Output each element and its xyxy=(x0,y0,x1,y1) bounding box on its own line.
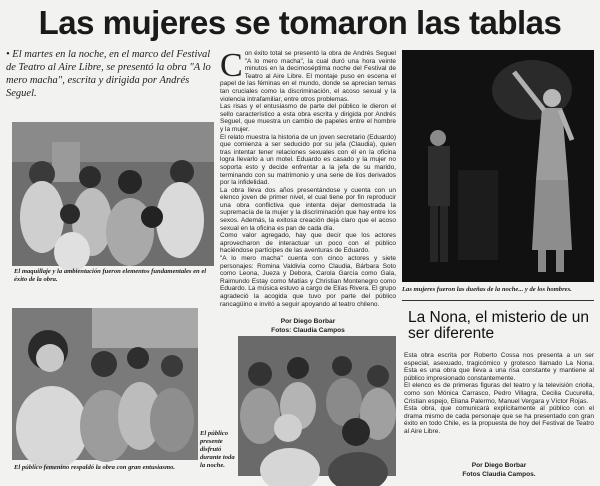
dropcap: C xyxy=(220,47,243,84)
sidebar-paragraph: Esta obra, que comunicará explícitamente al público con el drama mismo de cada personaje que se ha presentado con gran éxito en todo Chile, es la propuesta de hoy del Festival de Teatro al Aire Libre. xyxy=(404,405,594,435)
article-paragraph: Las risas y el entusiasmo de parte del público le dieron el sello característico a esta obra escrita y dirigida por Andrés Seguel, que muestra un cambio de papeles entre el hombre y la mujer. xyxy=(220,103,396,133)
caption-makeup: El maquillaje y la ambientación fueron elementos fundamentales en el éxito de la obra. xyxy=(14,268,207,283)
article-credit-photos: Fotos: Claudia Campos xyxy=(271,327,345,334)
lead-paragraph: • El martes en la noche, en el marco del Festival de Teatro al Aire Libre, se presentó la obra "A lo mero macha", escrita y dirigida por Andrés Seguel. xyxy=(6,49,211,99)
article-paragraph: "A lo mero macha" cuenta con cinco actores y siete personajes: Romina Valdivia como Claudia, Bárbara Soto como Leona, Jueza y Debora, Carola García como Gala, Raimundo Estay como Matías y Christian Montenegro como Eduardo. La música estuvo a cargo de Elías Rivera. El grupo agradeció la acogida que tuvo por parte del público rancagüino e invitó a seguir apoyando al teatro chileno. xyxy=(220,255,396,308)
article-paragraph: Como valor agregado, hay que decir que los actores aprovecharon de interactuar un poco con el público haciéndose partícipes de las aventuras de Eduardo. xyxy=(220,232,396,255)
sidebar-divider xyxy=(402,300,594,301)
stage-photo xyxy=(402,50,594,282)
audience-crowd-photo xyxy=(238,336,396,476)
sidebar-paragraph: El elenco es de primeras figuras del teatro y la televisión criolla, como son Mónica Carrasco, Pedro Villagra, Cecilia Cucurella, Cristian espejo, Eliana Palermo, Manuel Vergara y Víctor Rojas. xyxy=(404,382,594,405)
makeup-photo xyxy=(12,122,214,266)
sidebar-credit-photos: Fotos Claudia Campos. xyxy=(462,471,536,478)
sidebar-credit-author: Por Diego Borbar xyxy=(471,462,527,469)
audience-women-photo xyxy=(12,308,198,460)
caption-stage: Las mujeres fueron las dueñas de la noche... y de los hombres. xyxy=(402,286,572,293)
sidebar-body xyxy=(404,352,594,464)
caption-audience-women: El público femenino respaldó la obra con gran entusiasmo. xyxy=(14,464,176,471)
article-credit-author: Por Diego Borbar xyxy=(280,318,336,325)
article-paragraph: El relato muestra la historia de un joven secretario (Eduardo) que comienza a ser seducido por su jefa (Claudia), quien tras intentar tener relaciones sexuales con él en la oficina logra llevarlo a un motel. Eduardo es casado y la mujer no soporta esto y decide enfrentar a la jefa de su marido, terminando con su matrimonio y una serie de líos derivados por la infidelidad. xyxy=(220,133,396,187)
sidebar-title: La Nona, el misterio de un ser diferente xyxy=(408,309,589,342)
article-paragraph: La obra lleva dos años presentándose y cuenta con un elenco joven de primer nivel, el cual tiene por fin reproducir una obra conflictiva que intenta dejar demostrada la supremacía de la mujer y la discriminación que hay entre los sexos. Además, la exitosa creación deja claro que el acoso sexual en la oficina es pan de cada día. xyxy=(220,186,396,232)
article-paragraph: on éxito total se presentó la obra de Andrés Seguel "A lo mero macha", la cual duró una hora veinte minutos en la decimoséptima noche del Festival de Teatro al Aire Libre. El montaje puso en escena el papel de las féminas en el mundo, donde se aprecian temas tan cruciales como la discriminación, el acoso sexual y la violencia intrafamiliar, entre otros problemas. xyxy=(220,50,396,103)
sidebar-paragraph: Esta obra escrita por Roberto Cossa nos presenta a un ser especial, asexuado, tragicómico y grotesco llamado La Nona. Esta es una obra que lleva a una risa constante y mantiene al público impresionado constantemente. xyxy=(404,352,594,382)
article-body xyxy=(220,47,396,308)
headline: Las mujeres se tomaron las tablas xyxy=(38,4,562,41)
caption-audience: El público presente disfrutó durante toda la noche. xyxy=(200,430,235,469)
